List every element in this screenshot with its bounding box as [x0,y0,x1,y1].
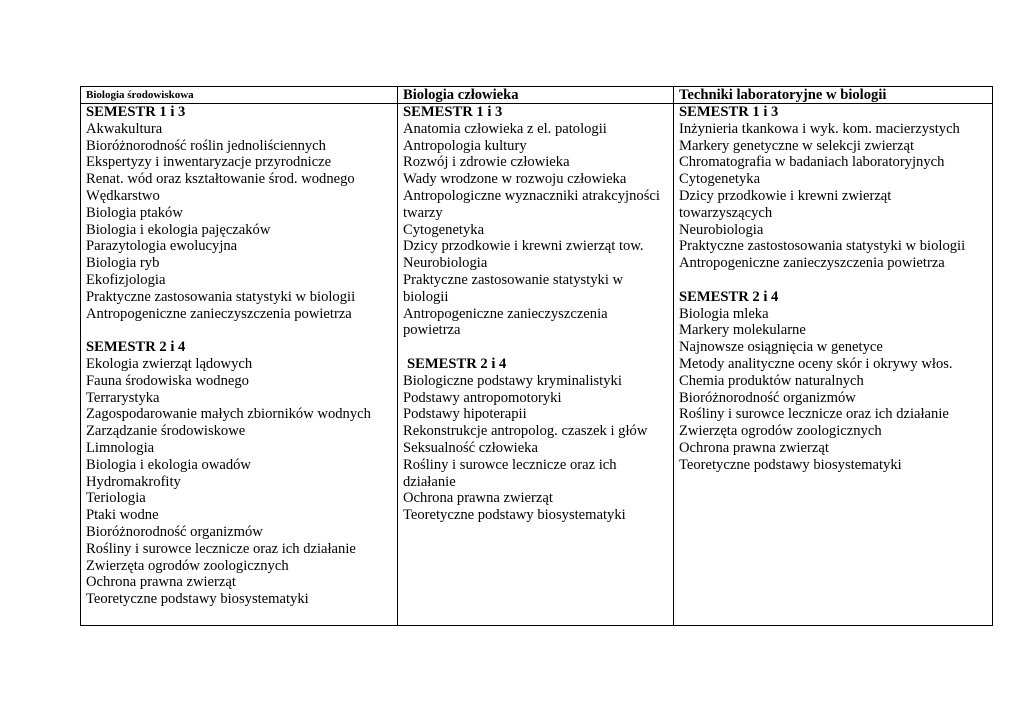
semester-heading: SEMESTR 2 i 4 [679,288,779,305]
semester-heading: SEMESTR 2 i 4 [86,339,186,356]
course-item: Biologia i ekologia owadów [86,456,251,473]
course-item: Teoretyczne podstawy biosystematyki [679,456,902,473]
course-item: Biologia i ekologia pajęczaków [86,221,271,238]
semester-heading: SEMESTR 2 i 4 [407,355,507,372]
course-item: Biologia mleka [679,305,769,322]
course-item: Biologiczne podstawy kryminalistyki [403,372,622,389]
course-item: Neurobiologia [679,221,764,238]
course-item: Rekonstrukcje antropolog. czaszek i głów [403,423,648,440]
course-item: Anatomia człowieka z el. patologii [403,120,607,137]
column-header-biologia-srodowiskowa: Biologia środowiskowa [81,87,397,104]
course-item: Antropogeniczne zanieczyszczenia powietrza [679,255,945,272]
spacer [679,272,986,289]
course-item: Bioróżnorodność roślin jednoliściennych [86,137,326,154]
course-item: Dzicy przodkowie i krewni zwierząt tow. [403,238,644,255]
course-item: Rośliny i surowce lecznicze oraz ich działanie [403,456,617,490]
course-item: Ekspertyzy i inwentaryzacje przyrodnicze [86,154,332,171]
course-item: Chromatografia w badaniach laboratoryjnych [679,154,945,171]
spacer [403,339,666,356]
course-item: Metody analityczne oceny skór i okrywy włos. [679,355,953,372]
course-item: Najnowsze osiągnięcia w genetyce [679,339,883,356]
semester-heading: SEMESTR 1 i 3 [679,104,779,120]
courses-table [80,86,993,626]
course-item: Bioróżnorodność organizmów [679,389,856,406]
course-item: Teriologia [86,490,146,507]
course-item: Zwierzęta ogrodów zoologicznych [679,423,882,440]
course-item: Rośliny i surowce lecznicze oraz ich działanie [679,406,949,423]
course-item: Ochrona prawna zwierząt [403,490,553,507]
course-item: Praktyczne zastostosowania statystyki w biologii [679,238,966,255]
course-item: Antropogeniczne zanieczyszczenia powietrza [403,305,608,339]
course-item: Ptaki wodne [86,507,159,524]
course-item: Wady wrodzone w rozwoju człowieka [403,171,627,188]
course-item: Bioróżnorodność organizmów [86,523,263,540]
course-item: Inżynieria tkankowa i wyk. kom. macierzystych [679,120,960,137]
course-item: Rozwój i zdrowie człowieka [403,154,570,171]
course-item: Teoretyczne podstawy biosystematyki [403,507,626,524]
column-techniki-laboratoryjne [673,104,992,625]
course-item: Zarządzanie środowiskowe [86,423,246,440]
course-item: Biologia ryb [86,255,160,272]
column-biologia-srodowiskowa [81,104,397,625]
course-item: Parazytologia ewolucyjna [86,238,238,255]
course-item: Antropogeniczne zanieczyszczenia powietrza [86,305,352,322]
course-item: Cytogenetyka [403,221,485,238]
column-header-techniki-laboratoryjne: Techniki laboratoryjne w biologii [673,87,992,104]
course-item: Ochrona prawna zwierząt [86,574,236,591]
course-item: Chemia produktów naturalnych [679,372,864,389]
course-item: Podstawy antropomotoryki [403,389,562,406]
course-item: Teoretyczne podstawy biosystematyki [86,591,309,608]
semester-heading: SEMESTR 1 i 3 [86,104,186,120]
course-item: Ekofizjologia [86,271,166,288]
course-item: Antropologiczne wyznaczniki atrakcyjności twarzy [403,187,660,221]
course-item: Fauna środowiska wodnego [86,372,249,389]
course-item: Neurobiologia [403,255,488,272]
course-item: Zwierzęta ogrodów zoologicznych [86,557,289,574]
column-header-biologia-czlowieka: Biologia człowieka [397,87,673,104]
course-item: Podstawy hipoterapii [403,406,527,423]
course-item: Praktyczne zastosowanie statystyki w biologii [403,271,624,305]
course-item: Ochrona prawna zwierząt [679,439,829,456]
column-biologia-czlowieka [397,104,673,625]
course-item: Praktyczne zastosowania statystyki w biologii [86,288,356,305]
course-item: Dzicy przodkowie i krewni zwierząt towarzyszących [679,187,892,221]
course-item: Hydromakrofity [86,473,181,490]
course-item: Seksualność człowieka [403,439,538,456]
course-item: Terrarystyka [86,389,160,406]
semester-heading: SEMESTR 1 i 3 [403,104,503,120]
course-item: Rośliny i surowce lecznicze oraz ich działanie [86,540,356,557]
course-item: Wędkarstwo [86,187,160,204]
course-item: Zagospodarowanie małych zbiorników wodnych [86,406,371,423]
course-item: Ekologia zwierząt lądowych [86,355,253,372]
spacer [86,322,391,339]
course-item: Cytogenetyka [679,171,761,188]
course-item: Markery molekularne [679,322,806,339]
course-item: Renat. wód oraz kształtowanie środ. wodnego [86,171,355,188]
course-item: Limnologia [86,439,155,456]
course-item: Akwakultura [86,120,163,137]
course-item: Markery genetyczne w selekcji zwierząt [679,137,914,154]
course-item: Biologia ptaków [86,204,183,221]
course-item: Antropologia kultury [403,137,527,154]
